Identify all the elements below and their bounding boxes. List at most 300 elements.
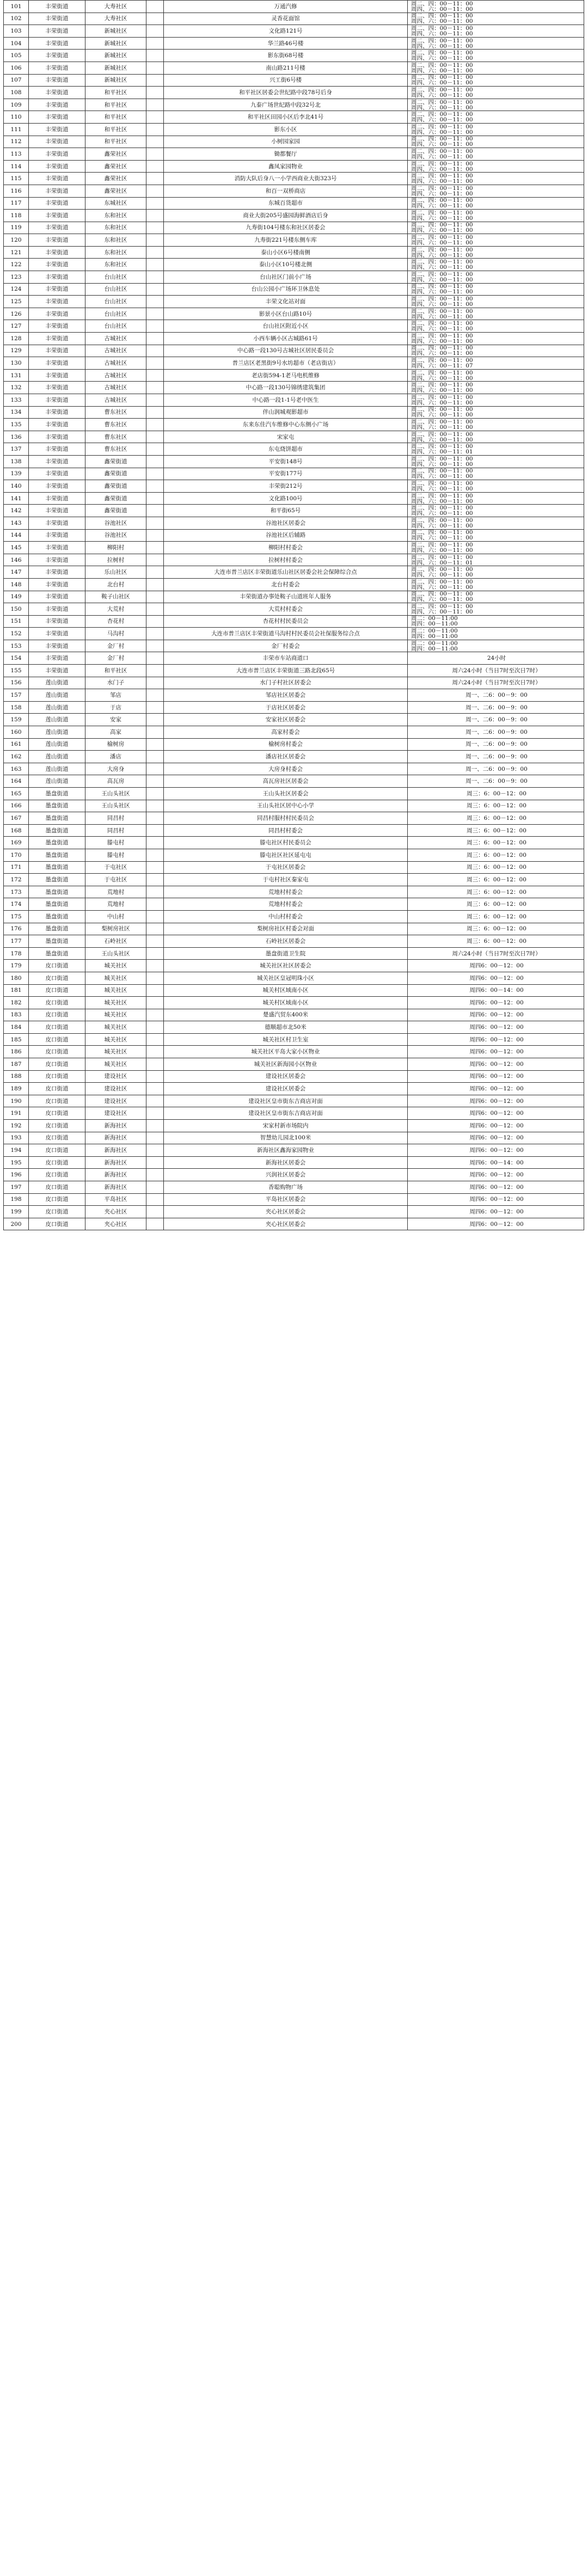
row-number: 116 (4, 185, 29, 197)
street-cell: 丰荣街道 (29, 468, 85, 480)
table-row (4, 861, 584, 874)
row-number: 115 (4, 173, 29, 185)
street-cell: 丰荣街道 (29, 62, 85, 74)
community-cell: 新城社区 (85, 50, 146, 62)
hours-cell: 周二、四：00－11：00 周四、六：00－11：00 (408, 345, 584, 357)
table-row (4, 800, 584, 812)
street-cell: 丰荣街道 (29, 259, 85, 271)
row-number: 173 (4, 886, 29, 898)
hours-cell: 周四6：00－12：00 (408, 972, 584, 984)
address-cell: 大连市普兰店区丰荣街道三路北段65号 (164, 665, 408, 677)
community-cell: 于屯社区 (85, 861, 146, 874)
community-cell: 曹东社区 (85, 443, 146, 456)
community-cell: 古城社区 (85, 369, 146, 382)
community-cell: 和平社区 (85, 665, 146, 677)
address-cell: 伴山润城观影超市 (164, 406, 408, 419)
row-number: 128 (4, 333, 29, 345)
table-row (4, 87, 584, 99)
table-row (4, 1169, 584, 1181)
address-cell: 和平街65号 (164, 505, 408, 517)
hours-cell: 周二、四：00－11：00 周四、六：00－11：00 (408, 603, 584, 616)
community-cell: 台山社区 (85, 308, 146, 320)
row-number: 168 (4, 824, 29, 837)
row-number: 174 (4, 898, 29, 911)
row-number: 178 (4, 947, 29, 960)
address-cell: 城关村区域南小区 (164, 984, 408, 997)
blank-cell (146, 271, 164, 284)
street-cell: 丰荣街道 (29, 246, 85, 259)
hours-cell: 周二、四：00－11：00 周四、六：00－11：00 (408, 148, 584, 161)
address-cell: 中心路一段1-1号老中医生 (164, 394, 408, 407)
street-cell: 丰荣街道 (29, 431, 85, 443)
address-cell: 丰荣市车站商道口 (164, 652, 408, 665)
table-row (4, 726, 584, 739)
hours-cell: 周二、四：00－11：00 周四、六：00－11：01 (408, 554, 584, 566)
street-cell: 皮口街道 (29, 1193, 85, 1206)
address-cell: 潘店社区居委会 (164, 751, 408, 763)
table-row (4, 1107, 584, 1120)
blank-cell (146, 197, 164, 210)
community-cell: 新城社区 (85, 62, 146, 74)
community-cell: 谷池社区 (85, 517, 146, 529)
hours-cell: 周四6：00－12：00 (408, 1033, 584, 1046)
hours-cell: 周二、四：00－11：00 周四、六：00－11：00 (408, 123, 584, 136)
address-cell: 和平社区田园小区后李北41号 (164, 111, 408, 124)
address-cell: 宋家屯 (164, 431, 408, 443)
row-number: 187 (4, 1058, 29, 1071)
table-row (4, 628, 584, 640)
street-cell: 墨盘街道 (29, 886, 85, 898)
street-cell: 墨盘街道 (29, 947, 85, 960)
table-row (4, 775, 584, 788)
address-cell: 邹店社区居委会 (164, 689, 408, 702)
community-cell: 新海社区 (85, 1169, 146, 1181)
street-cell: 墨盘街道 (29, 837, 85, 849)
community-cell: 建设社区 (85, 1095, 146, 1107)
hours-cell: 周二、四：00－11：00 周四、六：00－11：00 (408, 271, 584, 284)
blank-cell (146, 505, 164, 517)
table-row (4, 296, 584, 308)
table-row (4, 1, 584, 13)
row-number: 111 (4, 123, 29, 136)
hours-cell: 周二、四：00－11：00 周四、六：00－11：07 (408, 357, 584, 370)
street-cell: 莲山街道 (29, 714, 85, 726)
table-row (4, 824, 584, 837)
street-cell: 墨盘街道 (29, 861, 85, 874)
hours-cell: 周二、四：00－11：00 周四、六：00－11：00 (408, 1, 584, 13)
community-cell: 台山社区 (85, 320, 146, 333)
address-cell: 和平社区居委会世纪路中段78号后身 (164, 87, 408, 99)
community-cell: 水门子 (85, 677, 146, 689)
row-number: 114 (4, 160, 29, 173)
address-cell: 万通汽修 (164, 1, 408, 13)
hours-cell: 周二、四：00－11：00 周四、六：00－11：00 (408, 37, 584, 50)
row-number: 171 (4, 861, 29, 874)
street-cell: 皮口街道 (29, 1181, 85, 1194)
table-row (4, 443, 584, 456)
community-cell: 城关社区 (85, 1021, 146, 1034)
address-cell: 城关村区域南小区 (164, 997, 408, 1009)
street-cell: 丰荣街道 (29, 74, 85, 87)
blank-cell (146, 1218, 164, 1230)
address-cell: 平岛社区居委会 (164, 1193, 408, 1206)
row-number: 103 (4, 25, 29, 38)
community-cell: 新海社区 (85, 1181, 146, 1194)
address-cell: 高家村委会 (164, 726, 408, 739)
address-cell: 东来东佳汽车维修中心东侧小广场 (164, 419, 408, 431)
blank-cell (146, 1169, 164, 1181)
table-row (4, 505, 584, 517)
community-cell: 邹店 (85, 689, 146, 702)
community-cell: 鞍子山社区 (85, 591, 146, 603)
street-cell: 莲山街道 (29, 775, 85, 788)
row-number: 197 (4, 1181, 29, 1194)
hours-cell: 周二、四：00－11：00 周四、六：00－11：00 (408, 160, 584, 173)
address-cell: 小树园家园 (164, 136, 408, 148)
community-cell: 建设社区 (85, 1083, 146, 1095)
table-row (4, 394, 584, 407)
community-cell: 滕屯村 (85, 849, 146, 861)
table-row (4, 62, 584, 74)
address-cell: 台山社区附近小区 (164, 320, 408, 333)
hours-cell: 周二、四：00－11：00 周四、六：00－11：00 (408, 369, 584, 382)
community-cell: 城关社区 (85, 1009, 146, 1021)
row-number: 181 (4, 984, 29, 997)
table-row (4, 923, 584, 935)
address-cell: 王山头社区居中心小学 (164, 800, 408, 812)
row-number: 133 (4, 394, 29, 407)
hours-cell: 周二、四：00－11：00 周四、六：00－11：00 (408, 492, 584, 505)
hours-cell: 周二、四：00－11：00 周四、六：00－11：00 (408, 468, 584, 480)
hours-cell: 周二、四：00－11：00 周四、六：00－11：00 (408, 382, 584, 394)
blank-cell (146, 37, 164, 50)
table-row (4, 419, 584, 431)
row-number: 135 (4, 419, 29, 431)
address-cell: 东屯烧饼超市 (164, 443, 408, 456)
community-cell: 东和社区 (85, 246, 146, 259)
address-cell: 北台村委会 (164, 578, 408, 591)
blank-cell (146, 1046, 164, 1058)
community-cell: 王山头社区 (85, 947, 146, 960)
hours-cell: 周一、二6：00－9：00 (408, 689, 584, 702)
street-cell: 丰荣街道 (29, 37, 85, 50)
hours-cell: 周六24小时（当日7时至次日7时） (408, 677, 584, 689)
table-row (4, 271, 584, 284)
row-number: 156 (4, 677, 29, 689)
row-number: 152 (4, 628, 29, 640)
table-row (4, 1083, 584, 1095)
street-cell: 丰荣街道 (29, 111, 85, 124)
community-cell: 和平社区 (85, 123, 146, 136)
community-cell: 鑫荣街道 (85, 505, 146, 517)
address-cell: 高瓦房社区居委会 (164, 775, 408, 788)
street-cell: 皮口街道 (29, 1132, 85, 1144)
table-row (4, 554, 584, 566)
blank-cell (146, 529, 164, 542)
blank-cell (146, 210, 164, 222)
hours-cell: 周三：6：00－12：00 (408, 886, 584, 898)
table-row (4, 455, 584, 468)
table-row (4, 751, 584, 763)
row-number: 150 (4, 603, 29, 616)
address-cell: 金厂村委会 (164, 640, 408, 652)
community-cell: 新城社区 (85, 74, 146, 87)
address-cell: 影东小区 (164, 123, 408, 136)
hours-cell: 周二、四：00－11：00 周四、六：00－11：00 (408, 431, 584, 443)
community-cell: 鑫荣街道 (85, 468, 146, 480)
table-row (4, 99, 584, 111)
hours-cell: 周四6：00－12：00 (408, 1120, 584, 1132)
hours-cell: 周三：6：00－12：00 (408, 910, 584, 923)
street-cell: 莲山街道 (29, 701, 85, 714)
blank-cell (146, 1193, 164, 1206)
street-cell: 墨盘街道 (29, 935, 85, 948)
hours-cell: 周四6：00－12：00 (408, 1193, 584, 1206)
hours-cell: 周二、四：00－11：00 周四、六：00－11：00 (408, 308, 584, 320)
street-cell: 丰荣街道 (29, 578, 85, 591)
row-number: 126 (4, 308, 29, 320)
row-number: 122 (4, 259, 29, 271)
row-number: 165 (4, 788, 29, 800)
street-cell: 莲山街道 (29, 751, 85, 763)
community-cell: 金厂村 (85, 652, 146, 665)
blank-cell (146, 148, 164, 161)
blank-cell (146, 468, 164, 480)
table-row (4, 1058, 584, 1071)
row-number: 107 (4, 74, 29, 87)
community-cell: 于店 (85, 701, 146, 714)
table-row (4, 1095, 584, 1107)
blank-cell (146, 369, 164, 382)
street-cell: 丰荣街道 (29, 603, 85, 616)
blank-cell (146, 972, 164, 984)
community-cell: 鑫荣街道 (85, 492, 146, 505)
hours-cell: 周四6：00－12：00 (408, 1218, 584, 1230)
street-cell: 皮口街道 (29, 1095, 85, 1107)
address-cell: 华兰路46号楼 (164, 37, 408, 50)
community-cell: 和平社区 (85, 136, 146, 148)
table-row (4, 652, 584, 665)
table-row (4, 677, 584, 689)
address-cell: 东城百货超市 (164, 197, 408, 210)
blank-cell (146, 935, 164, 948)
address-cell: 于屯村社区秦家屯 (164, 874, 408, 886)
blank-cell (146, 1070, 164, 1083)
blank-cell (146, 628, 164, 640)
hours-cell: 周四6：00－12：00 (408, 1169, 584, 1181)
community-cell: 谷池社区 (85, 529, 146, 542)
hours-cell: 周三：6：00－12：00 (408, 824, 584, 837)
community-cell: 城关社区 (85, 997, 146, 1009)
hours-cell: 周二、四：00－11：00 周四、六：00－11：00 (408, 320, 584, 333)
table-row (4, 382, 584, 394)
row-number: 127 (4, 320, 29, 333)
address-cell: 城关社区皇冠明珠小区 (164, 972, 408, 984)
community-cell: 安家 (85, 714, 146, 726)
blank-cell (146, 1, 164, 13)
address-cell: 于店社区居委会 (164, 701, 408, 714)
street-cell: 丰荣街道 (29, 271, 85, 284)
table-row (4, 1193, 584, 1206)
blank-cell (146, 320, 164, 333)
address-cell: 中心路一段130号古城社区居民委员会 (164, 345, 408, 357)
address-cell: 德顺超市北50米 (164, 1021, 408, 1034)
community-cell: 和平社区 (85, 111, 146, 124)
row-number: 142 (4, 505, 29, 517)
hours-cell: 周四6：00－14：00 (408, 984, 584, 997)
row-number: 184 (4, 1021, 29, 1034)
hours-cell: 周四6：00－12：00 (408, 1107, 584, 1120)
row-number: 109 (4, 99, 29, 111)
street-cell: 皮口街道 (29, 1107, 85, 1120)
table-row (4, 160, 584, 173)
address-cell: 普兰店区老黑街9号水坊超市（老店街店） (164, 357, 408, 370)
row-number: 170 (4, 849, 29, 861)
street-cell: 丰荣街道 (29, 505, 85, 517)
street-cell: 皮口街道 (29, 1156, 85, 1169)
address-cell: 谷池社区居委会 (164, 517, 408, 529)
hours-cell: 周二、四：00－11：00 周四、六：00－11：00 (408, 505, 584, 517)
street-cell: 丰荣街道 (29, 455, 85, 468)
community-cell: 东和社区 (85, 210, 146, 222)
address-cell: 灵香花面馆 (164, 13, 408, 25)
row-number: 193 (4, 1132, 29, 1144)
blank-cell (146, 751, 164, 763)
address-cell: 鑫凤家园物业 (164, 160, 408, 173)
row-number: 163 (4, 763, 29, 775)
row-number: 195 (4, 1156, 29, 1169)
table-row (4, 1156, 584, 1169)
table-row (4, 947, 584, 960)
address-cell: 谷池社区后辅路 (164, 529, 408, 542)
blank-cell (146, 1033, 164, 1046)
community-cell: 潘店 (85, 751, 146, 763)
community-cell: 古城社区 (85, 382, 146, 394)
table-row (4, 259, 584, 271)
street-cell: 丰荣街道 (29, 185, 85, 197)
community-cell: 鑫荣街道 (85, 480, 146, 493)
street-cell: 丰荣街道 (29, 160, 85, 173)
community-cell: 鑫荣社区 (85, 173, 146, 185)
street-cell: 皮口街道 (29, 972, 85, 984)
street-cell: 丰荣街道 (29, 665, 85, 677)
address-cell: 建设社区皇市街东吉商店对面 (164, 1095, 408, 1107)
blank-cell (146, 714, 164, 726)
hours-cell: 周四6：00－12：00 (408, 1021, 584, 1034)
street-cell: 丰荣街道 (29, 13, 85, 25)
table-row (4, 197, 584, 210)
community-cell: 城关社区 (85, 1033, 146, 1046)
community-cell: 榆树房 (85, 738, 146, 751)
table-row (4, 1021, 584, 1034)
community-cell: 高瓦房 (85, 775, 146, 788)
table-row (4, 431, 584, 443)
street-cell: 丰荣街道 (29, 234, 85, 247)
table-row (4, 997, 584, 1009)
row-number: 145 (4, 542, 29, 554)
street-cell: 墨盘街道 (29, 910, 85, 923)
blank-cell (146, 1021, 164, 1034)
blank-cell (146, 812, 164, 825)
table-row (4, 812, 584, 825)
row-number: 175 (4, 910, 29, 923)
table-row (4, 886, 584, 898)
row-number: 139 (4, 468, 29, 480)
address-cell: 九寿街221号楼东侧车库 (164, 234, 408, 247)
hours-cell: 周二、四：00－11：00 周四、六：00－11：00 (408, 406, 584, 419)
street-cell: 皮口街道 (29, 1058, 85, 1071)
hours-cell: 周二、四：00－11：00 周四、六：00－11：00 (408, 333, 584, 345)
table-row (4, 738, 584, 751)
hours-cell: 24小时 (408, 652, 584, 665)
hours-cell: 周二、四：00－11：00 周四、六：00－11：01 (408, 443, 584, 456)
hours-cell: 周二、四：00－11：00 周四、六：00－11：00 (408, 99, 584, 111)
street-cell: 丰荣街道 (29, 222, 85, 234)
street-cell: 莲山街道 (29, 677, 85, 689)
row-number: 136 (4, 431, 29, 443)
row-number: 118 (4, 210, 29, 222)
street-cell: 莲山街道 (29, 738, 85, 751)
blank-cell (146, 960, 164, 972)
table-row (4, 874, 584, 886)
blank-cell (146, 13, 164, 25)
row-number: 191 (4, 1107, 29, 1120)
table-row (4, 246, 584, 259)
address-cell: 锄都餐厅 (164, 148, 408, 161)
community-cell: 和平社区 (85, 87, 146, 99)
row-number: 188 (4, 1070, 29, 1083)
table-row (4, 1009, 584, 1021)
hours-cell: 周四6：00－12：00 (408, 1181, 584, 1194)
blank-cell (146, 910, 164, 923)
blank-cell (146, 1132, 164, 1144)
address-cell: 丰荣街212号 (164, 480, 408, 493)
table-row (4, 345, 584, 357)
blank-cell (146, 861, 164, 874)
address-cell: 丰荣文化站对面 (164, 296, 408, 308)
blank-cell (146, 185, 164, 197)
hours-cell: 周二、四：00－11：00 周四、六：00－11：00 (408, 62, 584, 74)
row-number: 119 (4, 222, 29, 234)
address-cell: 香聪购物广场 (164, 1181, 408, 1194)
community-cell: 城关社区 (85, 984, 146, 997)
hours-cell: 周二、四：00－11：00 周四、六：00－11：00 (408, 419, 584, 431)
address-cell: 大房身村委会 (164, 763, 408, 775)
community-cell: 石岭社区 (85, 935, 146, 948)
blank-cell (146, 775, 164, 788)
street-cell: 丰荣街道 (29, 615, 85, 628)
street-cell: 丰荣街道 (29, 148, 85, 161)
address-cell: 宋家村新市场院内 (164, 1120, 408, 1132)
table-row (4, 1218, 584, 1230)
hours-cell: 周二、四：00－11：00 周四、六：00－11：00 (408, 296, 584, 308)
street-cell: 墨盘街道 (29, 824, 85, 837)
row-number: 194 (4, 1144, 29, 1157)
address-cell: 兴工街6号楼 (164, 74, 408, 87)
street-cell: 丰荣街道 (29, 25, 85, 38)
address-cell: 大连市普兰店区丰荣街道乐山社区居委会社会保障综合点 (164, 566, 408, 579)
address-cell: 中心路一段130号锦绣建筑集团 (164, 382, 408, 394)
hours-cell: 周三：6：00－12：00 (408, 849, 584, 861)
blank-cell (146, 1181, 164, 1194)
hours-cell: 周二：00－11:00 周四：00－11:00 (408, 628, 584, 640)
street-cell: 丰荣街道 (29, 320, 85, 333)
row-number: 176 (4, 923, 29, 935)
blank-cell (146, 1144, 164, 1157)
community-cell: 曹东社区 (85, 406, 146, 419)
blank-cell (146, 997, 164, 1009)
hours-cell: 周三：6：00－12：00 (408, 923, 584, 935)
